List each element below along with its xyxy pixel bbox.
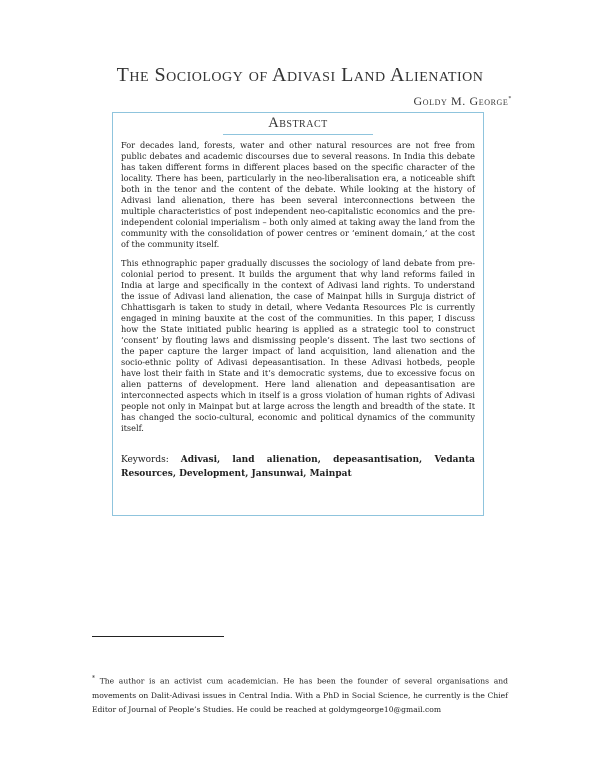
author-footnote-mark[interactable]: * <box>508 96 512 102</box>
footnote-divider <box>92 636 224 637</box>
keywords <box>121 454 475 481</box>
footnote-text: The author is an activist cum academician. He has been the founder of several organisations and movements on Dalit-Adivasi issues in Central India. With a PhD in Social Science, he currently is the Chief Editor of Journal of People’s Studies. He could be reached at goldymgeorge10@gmail.com <box>92 676 508 714</box>
abstract-paragraph-2: This ethnographic paper gradually discusses the sociology of land debate from pre-colonial period to present. It builds the argument that why land reforms failed in India at large and specifically in the context of Adivasi land rights. To understand the issue of Adivasi land alienation, the case of Mainpat hills in Surguja district of Chhattisgarh is taken to study in detail, where Vedanta Resources Plc is currently engaged in mining bauxite at the cost of the communities. In this paper, I discuss how the State initiated public hearing is applied as a strategic tool to construct ‘consent’ by flouting laws and dismissing people’s dissent. The last two sections of the paper capture the larger impact of land acquisition, land alienation and the socio-ethnic polity of Adivasi depeasantisation. In these Adivasi hotbeds, people have lost their faith in State and it’s democratic systems, due to excessive focus on alien patterns of development. Here land alienation and depeasantisation are interconnected aspects which in itself is a gross violation of human rights of Adivasi people not only in Mainpat but at large across the length and breadth of the state. It has changed the socio-cultural, economic and political dynamics of the community itself. <box>121 258 475 433</box>
keywords-list: Adivasi, land alienation, depeasantisation, Vedanta Resources, Development, Jansunwai, Mainpat <box>121 455 475 479</box>
author-footnote <box>92 672 508 717</box>
author-name-text: Goldy M. George <box>413 94 509 108</box>
author-name <box>414 94 513 109</box>
footnote-mark: * <box>92 675 95 682</box>
abstract-heading: Abstract <box>121 115 475 135</box>
abstract-paragraph-1: For decades land, forests, water and other natural resources are not free from public debates and academic discourses due to several reasons. In India this debate has taken different forms in different places based on the specific character of the locality. There has been, particularly in the neo-liberalisation era, a noticeable shift both in the tenor and the content of the debate. While looking at the history of Adivasi land alienation, there has been several interconnections between the multiple characteristics of post independent neo-capitalistic economics and the pre-independent colonial imperialism – both only aimed at taking away the land from the community with the consolidation of power centres or ‘eminent domain,’ at the cost of the community itself. <box>121 140 475 249</box>
paper-title: The Sociology of Adivasi Land Alienation <box>116 64 484 86</box>
keywords-label: Keywords: <box>121 455 169 465</box>
abstract-box <box>112 112 484 516</box>
